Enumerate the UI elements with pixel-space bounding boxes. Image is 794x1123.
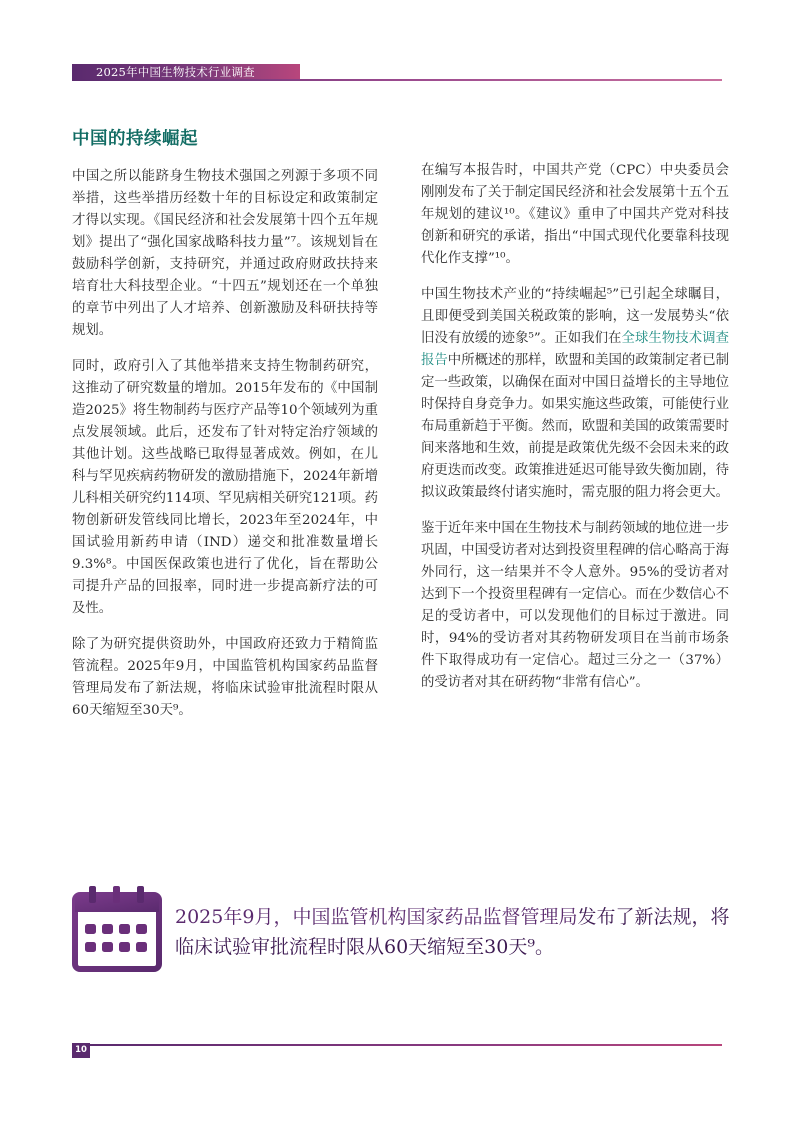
callout-text-b: 发布了新法规，将临床试验审批流程时限从60天缩短至30天⁹。 — [175, 906, 730, 958]
section-title: 中国的持续崛起 — [72, 129, 198, 149]
left-column — [72, 166, 378, 736]
left-paragraph-2: 同时，政府引入了其他举措来支持生物制药研究，这推动了研究数量的增加。2015年发布的《中国制造2025》将生物制药与医疗产品等10个领域列为重点发展领域。此后，还发布了针对特定治疗领域的其他计划。这些战略已取得显著成效。例如，在儿科与罕见疾病药物研发的激励措施下，2024年新增儿科相关研究约114项、罕见病相关研究121项。药物创新研发管线同比增长，2023年至2024年，中国试验用新药申请（IND）递交和批准数量增长9.3%⁸。中国医保政策也进行了优化，旨在帮助公司提升产品的回报率，同时进一步提高新疗法的可及性。 — [72, 359, 378, 616]
right-paragraph-2 — [421, 284, 729, 504]
footer-rule — [90, 1044, 722, 1046]
right-column — [421, 160, 729, 708]
global-survey-report-link[interactable]: 全球生物技术调查报告 — [421, 331, 730, 368]
right-paragraph-3: 鉴于近年来中国在生物技术与制药领域的地位进一步巩固，中国受访者对达到投资里程碑的信心略高于海外同行，这一结果并不令人意外。95%的受访者对达到下一个投资里程碑有一定信心。而在少数信心不足的受访者中，可以发现他们的目标过于激进。同时，94%的受访者对其药物研发项目在当前市场条件下取得成功有一定信心。超过三分之一（37%）的受访者对其在研药物“非常有信心”。 — [421, 521, 729, 690]
callout-text-a: 2025年9月，中国监管机构国家药品监督管理局 — [175, 906, 578, 928]
left-paragraph-1: 中国之所以能跻身生物技术强国之列源于多项不同举措，这些举措历经数十年的目标设定和政策制定才得以实现。《国民经济和社会发展第十四个五年规划》提出了“强化国家战略科技力量”⁷。该规划旨在鼓励科学创新，支持研究，并通过政府财政扶持来培育壮大科技型企业。“十四五”规划还在一个单独的章节中列出了人才培养、创新激励及科研扶持等规划。 — [72, 169, 378, 338]
right-paragraph-2-text-a: 中国生物技术产业的“持续崛起⁵”已引起全球瞩目，且即便受到美国关税政策的影响，这一发展势头“依旧没有放缓的迹象⁵”。正如我们在 — [421, 287, 729, 346]
left-paragraph-3: 除了为研究提供资助外，中国政府还致力于精简监管流程。2025年9月，中国监管机构国家药品监督管理局发布了新法规，将临床试验审批流程时限从60天缩短至30天⁹。 — [72, 637, 378, 718]
right-paragraph-1: 在编写本报告时，中国共产党（CPC）中央委员会刚刚发布了关于制定国民经济和社会发展第十五个五年规划的建议¹⁰。《建议》重申了中国共产党对科技创新和研究的承诺，指出“中国式现代化要靠科技现代化作支撑”¹⁰。 — [421, 163, 729, 266]
header-rule — [72, 79, 722, 81]
header-title: 2025年中国生物技术行业调查 — [96, 65, 255, 79]
page-number: 10 — [72, 1043, 90, 1058]
calendar-icon — [72, 886, 162, 972]
right-paragraph-2-text-b: 中所概述的那样，欧盟和美国的政策制定者已制定一些政策，以确保在面对中国日益增长的主导地位时保持自身竞争力。如果实施这些政策，可能使行业布局重新趋于平衡。然而，欧盟和美国的政策需要时间来落地和生效，前提是政策优先级不会因未来的政府更迭而改变。政策推进延迟可能导致失衡加剧，待拟议政策最终付诸实施时，需克服的阻力将会更大。 — [421, 353, 730, 500]
callout-quote — [175, 902, 735, 962]
